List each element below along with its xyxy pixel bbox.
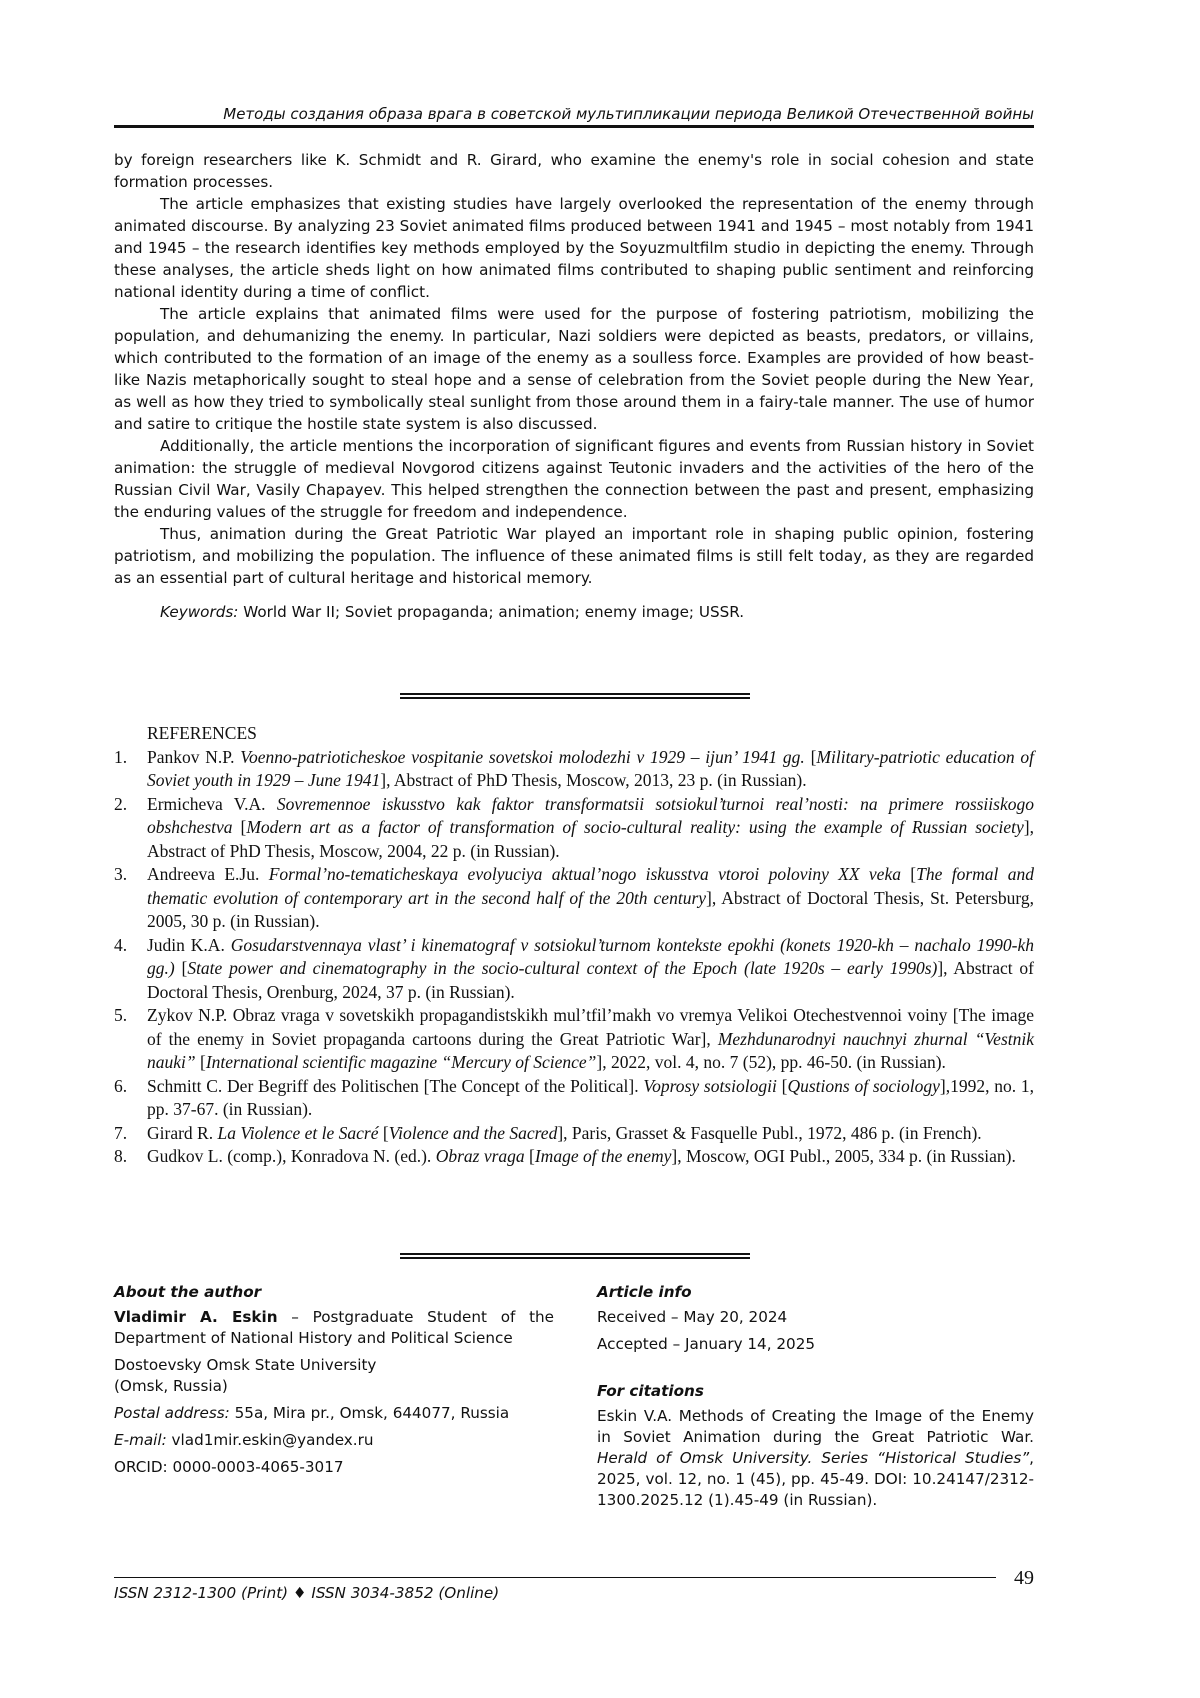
reference-item: [114, 746, 1034, 793]
reference-number: 6.: [114, 1075, 128, 1096]
received-date: Received – May 20, 2024: [597, 1308, 788, 1326]
email-value[interactable]: vlad1mir.eskin@yandex.ru: [166, 1431, 374, 1449]
author-position: – Postgraduate Student of the Department of National History and Political Science: [114, 1308, 554, 1347]
reference-item: [114, 863, 1034, 934]
author-university: Dostoevsky Omsk State University: [114, 1356, 377, 1374]
reference-text: Andreeva E.Ju. Formal’no-tematicheskaya evolyuciya aktual’nogo iskusstva vtoroi poloviny XX veka [The formal and thematic evolution of contemporary art in the second half of the 20th century], Abstract of Doctoral Thesis, St. Petersburg, 2005, 30 p. (in Russian).: [147, 864, 1034, 931]
reference-text: Schmitt C. Der Begriff des Politischen [The Concept of the Political]. Voprosy sotsiologii [Qustions of sociology],1992, no. 1, pp. 37-67. (in Russian).: [147, 1075, 1035, 1119]
page-number: 49: [1014, 1567, 1034, 1589]
reference-text: Zykov N.P. Obraz vraga v sovetskikh propagandistskikh mul’tfil’makh vo vremya Velikoi Otechestvennoi voiny [The image of the enemy in Soviet propaganda cartoons during the Great Patriotic War], Mezhdunarodnyi nauchnyi zhurnal “Vestnik nauki” [International scientific magazine “Mercury of Science”], 2022, vol. 4, no. 7 (52), pp. 46-50. (in Russian).: [147, 1005, 1034, 1072]
postal-value: 55a, Mira pr., Omsk, 644077, Russia: [229, 1404, 510, 1422]
author-name: Vladimir A. Eskin: [114, 1308, 278, 1326]
section-divider: [400, 1253, 750, 1259]
citation-text: Eskin V.A. Methods of Creating the Image of the Enemy in Soviet Animation during the Great Patriotic War. Herald of Omsk University. Series “Historical Studies”, 2025, vol. 12, no. 1 (45), pp. 45-49. DOI: 10.24147/2312-1300.2025.12 (1).45-49 (in Russian).: [597, 1407, 1034, 1509]
abstract-body: [114, 149, 1034, 623]
reference-text: Ermicheva V.A. Sovremennoe iskusstvo kak faktor transformatsii sotsiokul’turnoi real’nosti: na primere rossiiskogo obshchestva [Modern art as a factor of transformation of socio-cultural reality: using the example of Russian society], Abstract of PhD Thesis, Moscow, 2004, 22 p. (in Russian).: [147, 793, 1034, 861]
reference-number: 8.: [114, 1146, 128, 1166]
author-location: (Omsk, Russia): [114, 1377, 228, 1395]
author-orcid: ORCID: 0000-0003-4065-3017: [114, 1458, 344, 1476]
reference-number: 3.: [114, 864, 128, 884]
footer-rule: [114, 1577, 996, 1578]
references-list: [114, 746, 1034, 1169]
keywords-label: Keywords:: [160, 603, 239, 621]
reference-item: [114, 1122, 1034, 1146]
reference-number: 1.: [114, 746, 128, 767]
citations-title: For citations: [597, 1382, 704, 1400]
email-label: E-mail:: [114, 1431, 167, 1449]
reference-number: 4.: [114, 934, 128, 955]
reference-item: [114, 1004, 1034, 1075]
reference-item: [114, 934, 1034, 1005]
reference-text: Girard R. La Violence et le Sacré [Violence and the Sacred], Paris, Grasset & Fasquelle Publ., 1972, 486 p. (in French).: [147, 1122, 982, 1143]
article-info-title: Article info: [597, 1283, 692, 1301]
reference-item: [114, 793, 1034, 864]
section-divider: [400, 693, 750, 699]
reference-number: 7.: [114, 1122, 128, 1143]
references-section: [114, 722, 1034, 1169]
article-info: [597, 1282, 1034, 1517]
reference-number: 5.: [114, 1005, 128, 1025]
about-author-title: About the author: [114, 1283, 262, 1301]
header-rule: [114, 125, 1034, 128]
reference-number: 2.: [114, 793, 128, 814]
author-email: [114, 1430, 554, 1451]
about-author: [114, 1282, 554, 1484]
reference-item: [114, 1075, 1034, 1122]
accepted-date: Accepted – January 14, 2025: [597, 1335, 816, 1353]
body-paragraph: Thus, animation during the Great Patriotic War played an important role in shaping public opinion, fostering patriotism, and mobilizing the population. The influence of these animated films is still felt today, as they are regarded as an essential part of cultural heritage and historical memory.: [114, 525, 1034, 587]
body-paragraph: The article explains that animated films were used for the purpose of fostering patriotism, mobilizing the population, and dehumanizing the enemy. In particular, Nazi soldiers were depicted as beasts, predators, or villains, which contributed to the formation of an image of the enemy as a soulless force. Examples are provided of how beast-like Nazis metaphorically sought to steal hope and a sense of celebration from the Soviet people during the New Year, as well as how they tried to symbolically steal sunlight from those around them in a fairy-tale manner. The use of humor and satire to critique the hostile state system is also discussed.: [114, 305, 1034, 433]
reference-item: [114, 1145, 1034, 1169]
reference-text: Judin K.A. Gosudarstvennaya vlast’ i kinematograf v sotsiokul’turnom kontekste epokhi (konets 1920-kh – nachalo 1990-kh gg.) [State power and cinematography in the socio-cultural context of the Epoch (late 1920s – early 1990s)], Abstract of Doctoral Thesis, Orenburg, 2024, 37 p. (in Russian).: [147, 934, 1035, 1002]
body-paragraph: Additionally, the article mentions the incorporation of significant figures and events from Russian history in Soviet animation: the struggle of medieval Novgorod citizens against Teutonic invaders and the activities of the hero of the Russian Civil War, Vasily Chapayev. This helped strengthen the connection between the past and present, emphasizing the enduring values of the struggle for freedom and independence.: [114, 437, 1034, 521]
reference-text: Gudkov L. (comp.), Konradova N. (ed.). Obraz vraga [Image of the enemy], Moscow, OGI Publ., 2005, 334 p. (in Russian).: [147, 1146, 1016, 1166]
author-postal-address: [114, 1403, 554, 1424]
postal-label: Postal address:: [114, 1404, 230, 1422]
reference-text: Pankov N.P. Voenno-patrioticheskoe vospitanie sovetskoi molodezhi v 1929 – ijun’ 1941 gg. [Military-patriotic education of Soviet youth in 1929 – June 1941], Abstract of PhD Thesis, Moscow, 2013, 23 p. (in Russian).: [147, 746, 1035, 790]
keywords-text: World War II; Soviet propaganda; animation; enemy image; USSR.: [238, 603, 745, 621]
running-header: Методы создания образа врага в советской мультипликации периода Великой Отечественной войны: [223, 105, 1034, 123]
references-title: REFERENCES: [147, 723, 257, 743]
author-description: [114, 1307, 554, 1349]
body-paragraph: The article emphasizes that existing studies have largely overlooked the representation of the enemy through animated discourse. By analyzing 23 Soviet animated films produced between 1941 and 1945 – most notably from 1941 and 1945 – the research identifies key methods employed by the Soyuzmultfilm studio in depicting the enemy. Through these analyses, the article sheds light on how animated films contributed to shaping public sentiment and reinforcing national identity during a time of conflict.: [114, 195, 1034, 301]
keywords: [114, 601, 1034, 623]
body-paragraph: by foreign researchers like K. Schmidt and R. Girard, who examine the enemy's role in social cohesion and state formation processes.: [114, 151, 1034, 191]
author-affiliation: [114, 1355, 554, 1397]
footer-issn: ISSN 2312-1300 (Print) ♦ ISSN 3034-3852 (Online): [114, 1584, 500, 1602]
